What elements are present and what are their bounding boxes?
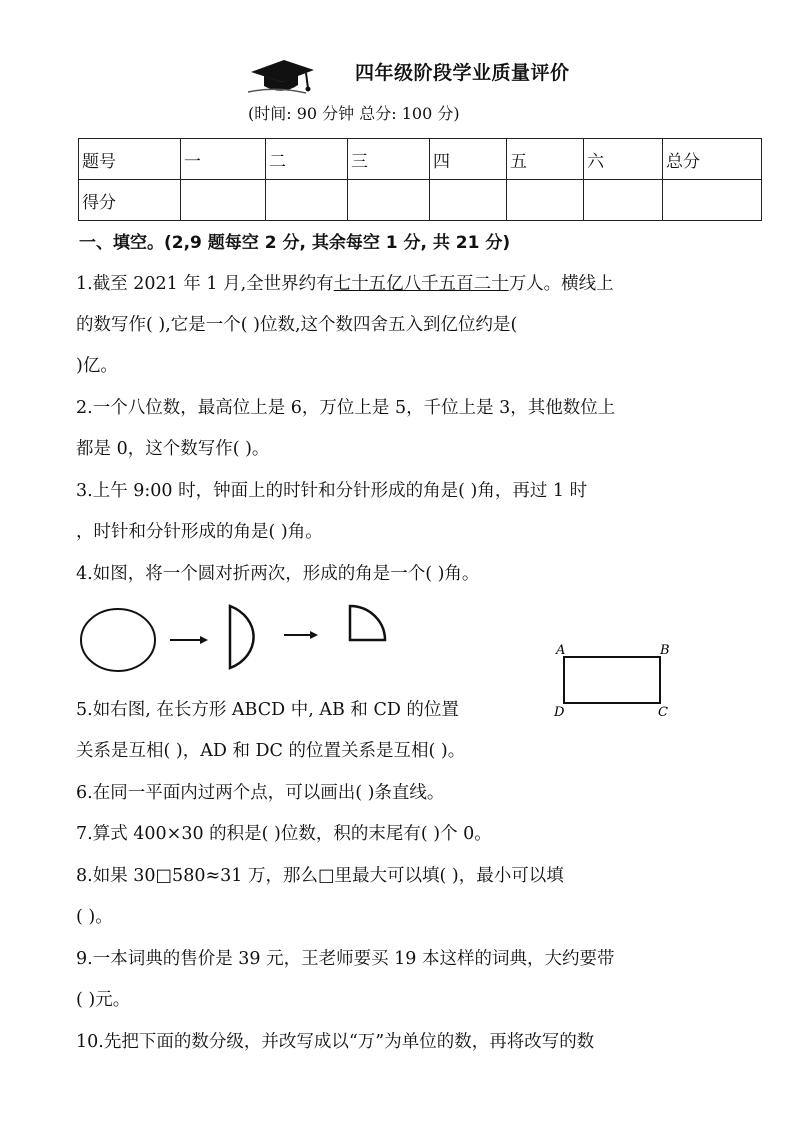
- question-5-line-2: 关系是互相( )，AD 和 DC 的位置关系是互相( )。: [76, 741, 466, 761]
- table-row: [79, 139, 762, 180]
- graduation-cap-icon: [246, 52, 316, 97]
- table-cell: 题号: [79, 139, 181, 180]
- table-cell: 得分: [79, 180, 181, 221]
- question-1-line-3: )亿。: [76, 356, 118, 376]
- question-10: 10.先把下面的数分级，并改写成以“万”为单位的数，再将改写的数: [76, 1032, 595, 1052]
- question-9-line-1: 9.一本词典的售价是 39 元，王老师要买 19 本这样的词典，大约要带: [76, 949, 615, 969]
- page-title: 四年级阶段学业质量评价: [355, 62, 570, 84]
- score-input-cell[interactable]: [348, 180, 430, 221]
- table-cell: 总分: [663, 139, 762, 180]
- score-input-cell[interactable]: [181, 180, 266, 221]
- question-1-line-2: 的数写作( ),它是一个( )位数,这个数四舍五入到亿位约是(: [76, 315, 518, 335]
- question-4: 4.如图，将一个圆对折两次，形成的角是一个( )角。: [76, 564, 480, 584]
- question-2-line-2: 都是 0，这个数写作( )。: [76, 439, 270, 459]
- question-3-line-1: 3.上午 9:00 时，钟面上的时针和分针形成的角是( )角，再过 1 时: [76, 481, 588, 501]
- score-input-cell[interactable]: [663, 180, 762, 221]
- score-input-cell[interactable]: [507, 180, 584, 221]
- rectangle-abcd-figure: [548, 638, 678, 720]
- question-3-line-2: ，时针和分针形成的角是( )角。: [76, 522, 323, 542]
- table-cell: 六: [584, 139, 663, 180]
- score-table: [78, 138, 762, 221]
- table-cell: 一: [181, 139, 266, 180]
- vertex-label-c: C: [658, 705, 668, 720]
- question-9-line-2: ( )元。: [76, 990, 131, 1010]
- section-heading: 一、填空。(2,9 题每空 2 分, 其余每空 1 分, 共 21 分): [79, 233, 511, 253]
- score-input-cell[interactable]: [266, 180, 348, 221]
- question-8-line-2: ( )。: [76, 907, 113, 927]
- question-8-line-1: 8.如果 30□580≈31 万，那么□里最大可以填( )，最小可以填: [76, 866, 564, 886]
- question-2-line-1: 2.一个八位数，最高位上是 6，万位上是 5，千位上是 3，其他数位上: [76, 398, 616, 418]
- question-1-line-1: 1.截至 2021 年 1 月,全世界约有七十五亿八千五百二十万人。横线上: [76, 274, 614, 294]
- question-6: 6.在同一平面内过两个点，可以画出( )条直线。: [76, 783, 445, 803]
- exam-info: (时间: 90 分钟 总分: 100 分): [248, 104, 460, 123]
- question-5-line-1: 5.如右图, 在长方形 ABCD 中, AB 和 CD 的位置: [76, 700, 459, 720]
- vertex-label-d: D: [554, 705, 565, 720]
- table-cell: 四: [430, 139, 507, 180]
- question-7: 7.算式 400×30 的积是( )位数，积的末尾有( )个 0。: [76, 824, 492, 844]
- vertex-label-a: A: [556, 643, 566, 658]
- score-input-cell[interactable]: [430, 180, 507, 221]
- score-input-cell[interactable]: [584, 180, 663, 221]
- vertex-label-b: B: [660, 643, 670, 658]
- circle-folding-figure: [78, 600, 398, 680]
- underlined-number: 七十五亿八千五百二十: [333, 274, 509, 294]
- table-cell: 五: [507, 139, 584, 180]
- table-cell: 二: [266, 139, 348, 180]
- table-cell: 三: [348, 139, 430, 180]
- table-row: [79, 180, 762, 221]
